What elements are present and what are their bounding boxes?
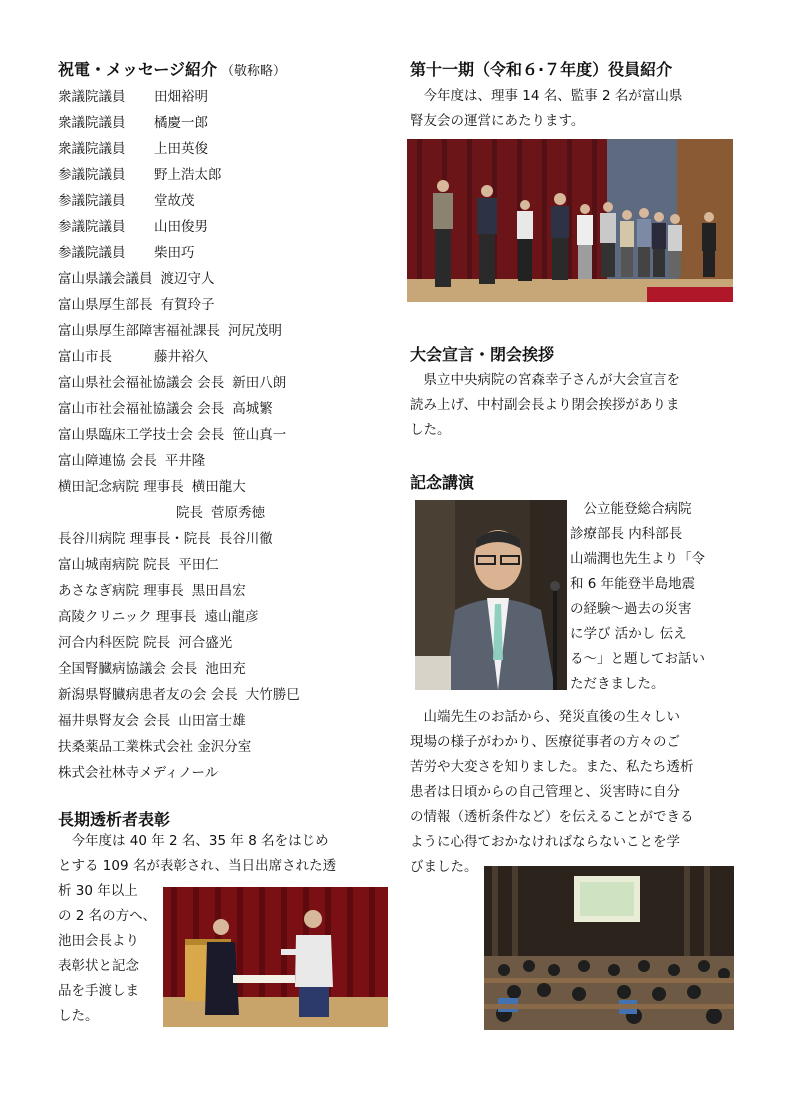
congrats-entry xyxy=(58,322,282,340)
congrats-entry xyxy=(58,140,208,158)
award-ceremony-photo xyxy=(163,887,388,1027)
congrats-entry xyxy=(58,608,258,626)
congrats-entry-org: 富山障連協 会長 xyxy=(58,453,157,469)
lecture-side-line: 公立能登総合病院 xyxy=(570,501,692,517)
congrats-entry xyxy=(58,192,195,210)
congrats-entry xyxy=(58,530,273,548)
congrats-entry xyxy=(58,374,286,392)
lecture-side-line: 山端潤也先生より「令 xyxy=(570,551,705,567)
congrats-entry xyxy=(58,478,246,496)
congrats-entry-name: 新田八朗 xyxy=(232,375,287,391)
congrats-entry-name: 横田龍大 xyxy=(191,479,246,495)
congrats-entry-name: 長谷川徹 xyxy=(218,531,273,547)
lecture-body-line: 山端先生のお話から、発災直後の生々しい xyxy=(410,709,680,725)
officers-line: 腎友会の運営にあたります。 xyxy=(410,113,585,129)
declaration-text xyxy=(410,368,740,443)
congrats-entry-org: 富山城南病院 院長 xyxy=(58,557,171,573)
officers-stage-photo xyxy=(407,139,733,302)
lecture-side-line: 和 6 年能登半島地震 xyxy=(570,576,696,592)
lecture-heading: 記念講演 xyxy=(410,473,475,492)
congrats-entry-org: 高陵クリニック 理事長 xyxy=(58,609,197,625)
congrats-entry-name: 野上浩太郎 xyxy=(154,167,222,183)
officers-text xyxy=(410,84,740,134)
congrats-entry-org: 参議院議員 xyxy=(58,167,126,183)
congrats-entry-org: 富山県議会議員 xyxy=(58,271,153,287)
congrats-entry-org: 富山県社会福祉協議会 会長 xyxy=(58,375,225,391)
congrats-entry-org: 参議院議員 xyxy=(58,219,126,235)
lecture-body-line: 現場の様子がわかり、医療従事者の方々のご xyxy=(410,734,680,750)
lecture-side-line: 診療部長 内科部長 xyxy=(570,526,683,542)
congrats-entry-name: 藤井裕久 xyxy=(154,349,208,365)
congrats-entry-name: 平田仁 xyxy=(178,557,219,573)
congrats-entry-name: 田畑裕明 xyxy=(154,89,208,105)
congrats-entry-org: 長谷川病院 理事長・院長 xyxy=(58,531,211,547)
longterm-line: 品を手渡しま xyxy=(58,983,139,999)
congrats-entry xyxy=(58,738,251,756)
lecture-side-text xyxy=(570,497,742,697)
officers-line: 今年度は、理事 14 名、監事 2 名が富山県 xyxy=(410,88,683,104)
longterm-line: の 2 名の方へ、 xyxy=(58,908,157,924)
congrats-entry-org: あさなぎ病院 理事長 xyxy=(58,583,184,599)
congrats-entry xyxy=(58,426,286,444)
congrats-entry-org: 富山市社会福祉協議会 会長 xyxy=(58,401,225,417)
congrats-entry xyxy=(58,712,246,730)
lecture-side-line: ただきました。 xyxy=(570,676,665,692)
congrats-entry-org: 全国腎臓病協議会 会長 xyxy=(58,661,198,677)
lecture-speaker-photo xyxy=(415,500,567,690)
congrats-entry-org: 新潟県腎臓病患者友の会 会長 xyxy=(58,687,238,703)
congrats-entry xyxy=(58,660,246,678)
lecture-body-text xyxy=(410,705,740,880)
longterm-text-side xyxy=(58,879,158,1029)
congrats-entry-org: 参議院議員 xyxy=(58,245,126,261)
longterm-line: とする 109 名が表彰され、当日出席された透 xyxy=(58,858,337,874)
congrats-entry-name: 河尻茂明 xyxy=(228,323,282,339)
congrats-entry-org: 河合内科医院 院長 xyxy=(58,635,171,651)
lecture-body-line: ように心得ておかなければならないことを学 xyxy=(410,834,680,850)
congrats-entry-name: 堂故茂 xyxy=(154,193,195,209)
lecture-body-line: 苦労や大変さを知りました。また、私たち透析 xyxy=(410,759,694,775)
congrats-entry-org: 福井県腎友会 会長 xyxy=(58,713,171,729)
officers-heading: 第十一期（令和６·７年度）役員紹介 xyxy=(410,60,673,79)
congrats-heading xyxy=(58,60,286,82)
congrats-entry-org: 衆議院議員 xyxy=(58,115,126,131)
congrats-entry-name: 池田充 xyxy=(205,661,246,677)
congrats-entry-name: 上田英俊 xyxy=(154,141,208,157)
longterm-line: 今年度は 40 年 2 名、35 年 8 名をはじめ xyxy=(58,833,329,849)
lecture-audience-photo xyxy=(484,866,734,1030)
longterm-line: 池田会長より xyxy=(58,933,139,949)
congrats-entry xyxy=(58,244,195,262)
congrats-entry xyxy=(58,504,265,522)
congrats-entry-name: 笹山真一 xyxy=(232,427,287,443)
congrats-entry-org: 衆議院議員 xyxy=(58,89,126,105)
congrats-entry-name: 菅原秀徳 xyxy=(211,505,265,521)
congrats-entry-org: 横田記念病院 理事長 xyxy=(58,479,184,495)
congrats-entry-name: 平井隆 xyxy=(164,453,206,469)
congrats-entry xyxy=(58,348,208,366)
congrats-entry-org: 富山県厚生部障害福祉課長 xyxy=(58,323,220,339)
congrats-entry-org: 参議院議員 xyxy=(58,193,126,209)
congrats-entry-name: 遠山龍彦 xyxy=(204,609,259,625)
congrats-entry-name: 橘慶一郎 xyxy=(154,115,208,131)
lecture-body-line: びました。 xyxy=(410,859,478,875)
congrats-entry-org: 富山県臨床工学技士会 会長 xyxy=(58,427,225,443)
lecture-side-line: る～」と題してお話い xyxy=(570,651,705,667)
congrats-entry xyxy=(58,88,208,106)
congrats-entry-name: 大竹勝巳 xyxy=(245,687,300,703)
congrats-entry-org: 衆議院議員 xyxy=(58,141,126,157)
congrats-entry-name: 渡辺守人 xyxy=(160,271,215,287)
congrats-entry-name: 山田富士雄 xyxy=(178,713,246,729)
congrats-subtitle: （敬称略） xyxy=(221,64,287,79)
congrats-entry-org: 株式会社林寺メディノール xyxy=(58,765,219,781)
longterm-text-top xyxy=(58,829,388,879)
congrats-entry-name: 河合盛光 xyxy=(178,635,233,651)
congrats-entry xyxy=(58,582,246,600)
congrats-entry xyxy=(58,114,208,132)
congrats-title: 祝電・メッセージ紹介 xyxy=(58,60,218,79)
congrats-entry-name: 有賀玲子 xyxy=(160,297,215,313)
declaration-line: 読み上げ、中村副会長より閉会挨拶がありま xyxy=(410,397,680,413)
longterm-line: した。 xyxy=(58,1008,99,1024)
congrats-entry xyxy=(58,400,273,418)
congrats-entry-name: 高城繁 xyxy=(232,401,273,417)
congrats-entry xyxy=(58,764,218,782)
congrats-entry xyxy=(58,166,222,184)
congrats-entry xyxy=(58,556,219,574)
declaration-line: した。 xyxy=(410,422,451,438)
lecture-side-line: に学び 活かし 伝え xyxy=(570,626,687,642)
lecture-body-line: 患者は日頃からの自己管理と、災害時に自分 xyxy=(410,784,680,800)
congrats-entry-org: 扶桑薬品工業株式会社 金沢分室 xyxy=(58,739,252,755)
congrats-entry-name: 黒田昌宏 xyxy=(191,583,246,599)
congrats-entry xyxy=(58,296,215,314)
longterm-line: 表彰状と記念 xyxy=(58,958,139,974)
congrats-entry xyxy=(58,452,205,470)
congrats-entry-name: 柴田巧 xyxy=(154,245,195,261)
congrats-entry-org: 院長 xyxy=(176,505,203,521)
longterm-heading: 長期透析者表彰 xyxy=(58,810,171,829)
congrats-entry xyxy=(58,686,300,704)
congrats-entry-org: 富山市長 xyxy=(58,349,112,365)
declaration-heading: 大会宣言・閉会挨拶 xyxy=(410,345,555,364)
congrats-entry xyxy=(58,634,232,652)
congrats-entry xyxy=(58,218,208,236)
lecture-side-line: の経験～過去の災害 xyxy=(570,601,692,617)
congrats-entry-name: 山田俊男 xyxy=(154,219,208,235)
declaration-line: 県立中央病院の宮森幸子さんが大会宣言を xyxy=(410,372,680,388)
longterm-line: 析 30 年以上 xyxy=(58,883,138,899)
congrats-entry-org: 富山県厚生部長 xyxy=(58,297,153,313)
congrats-entry xyxy=(58,270,215,288)
lecture-body-line: の情報（透析条件など）を伝えることができる xyxy=(410,809,694,825)
